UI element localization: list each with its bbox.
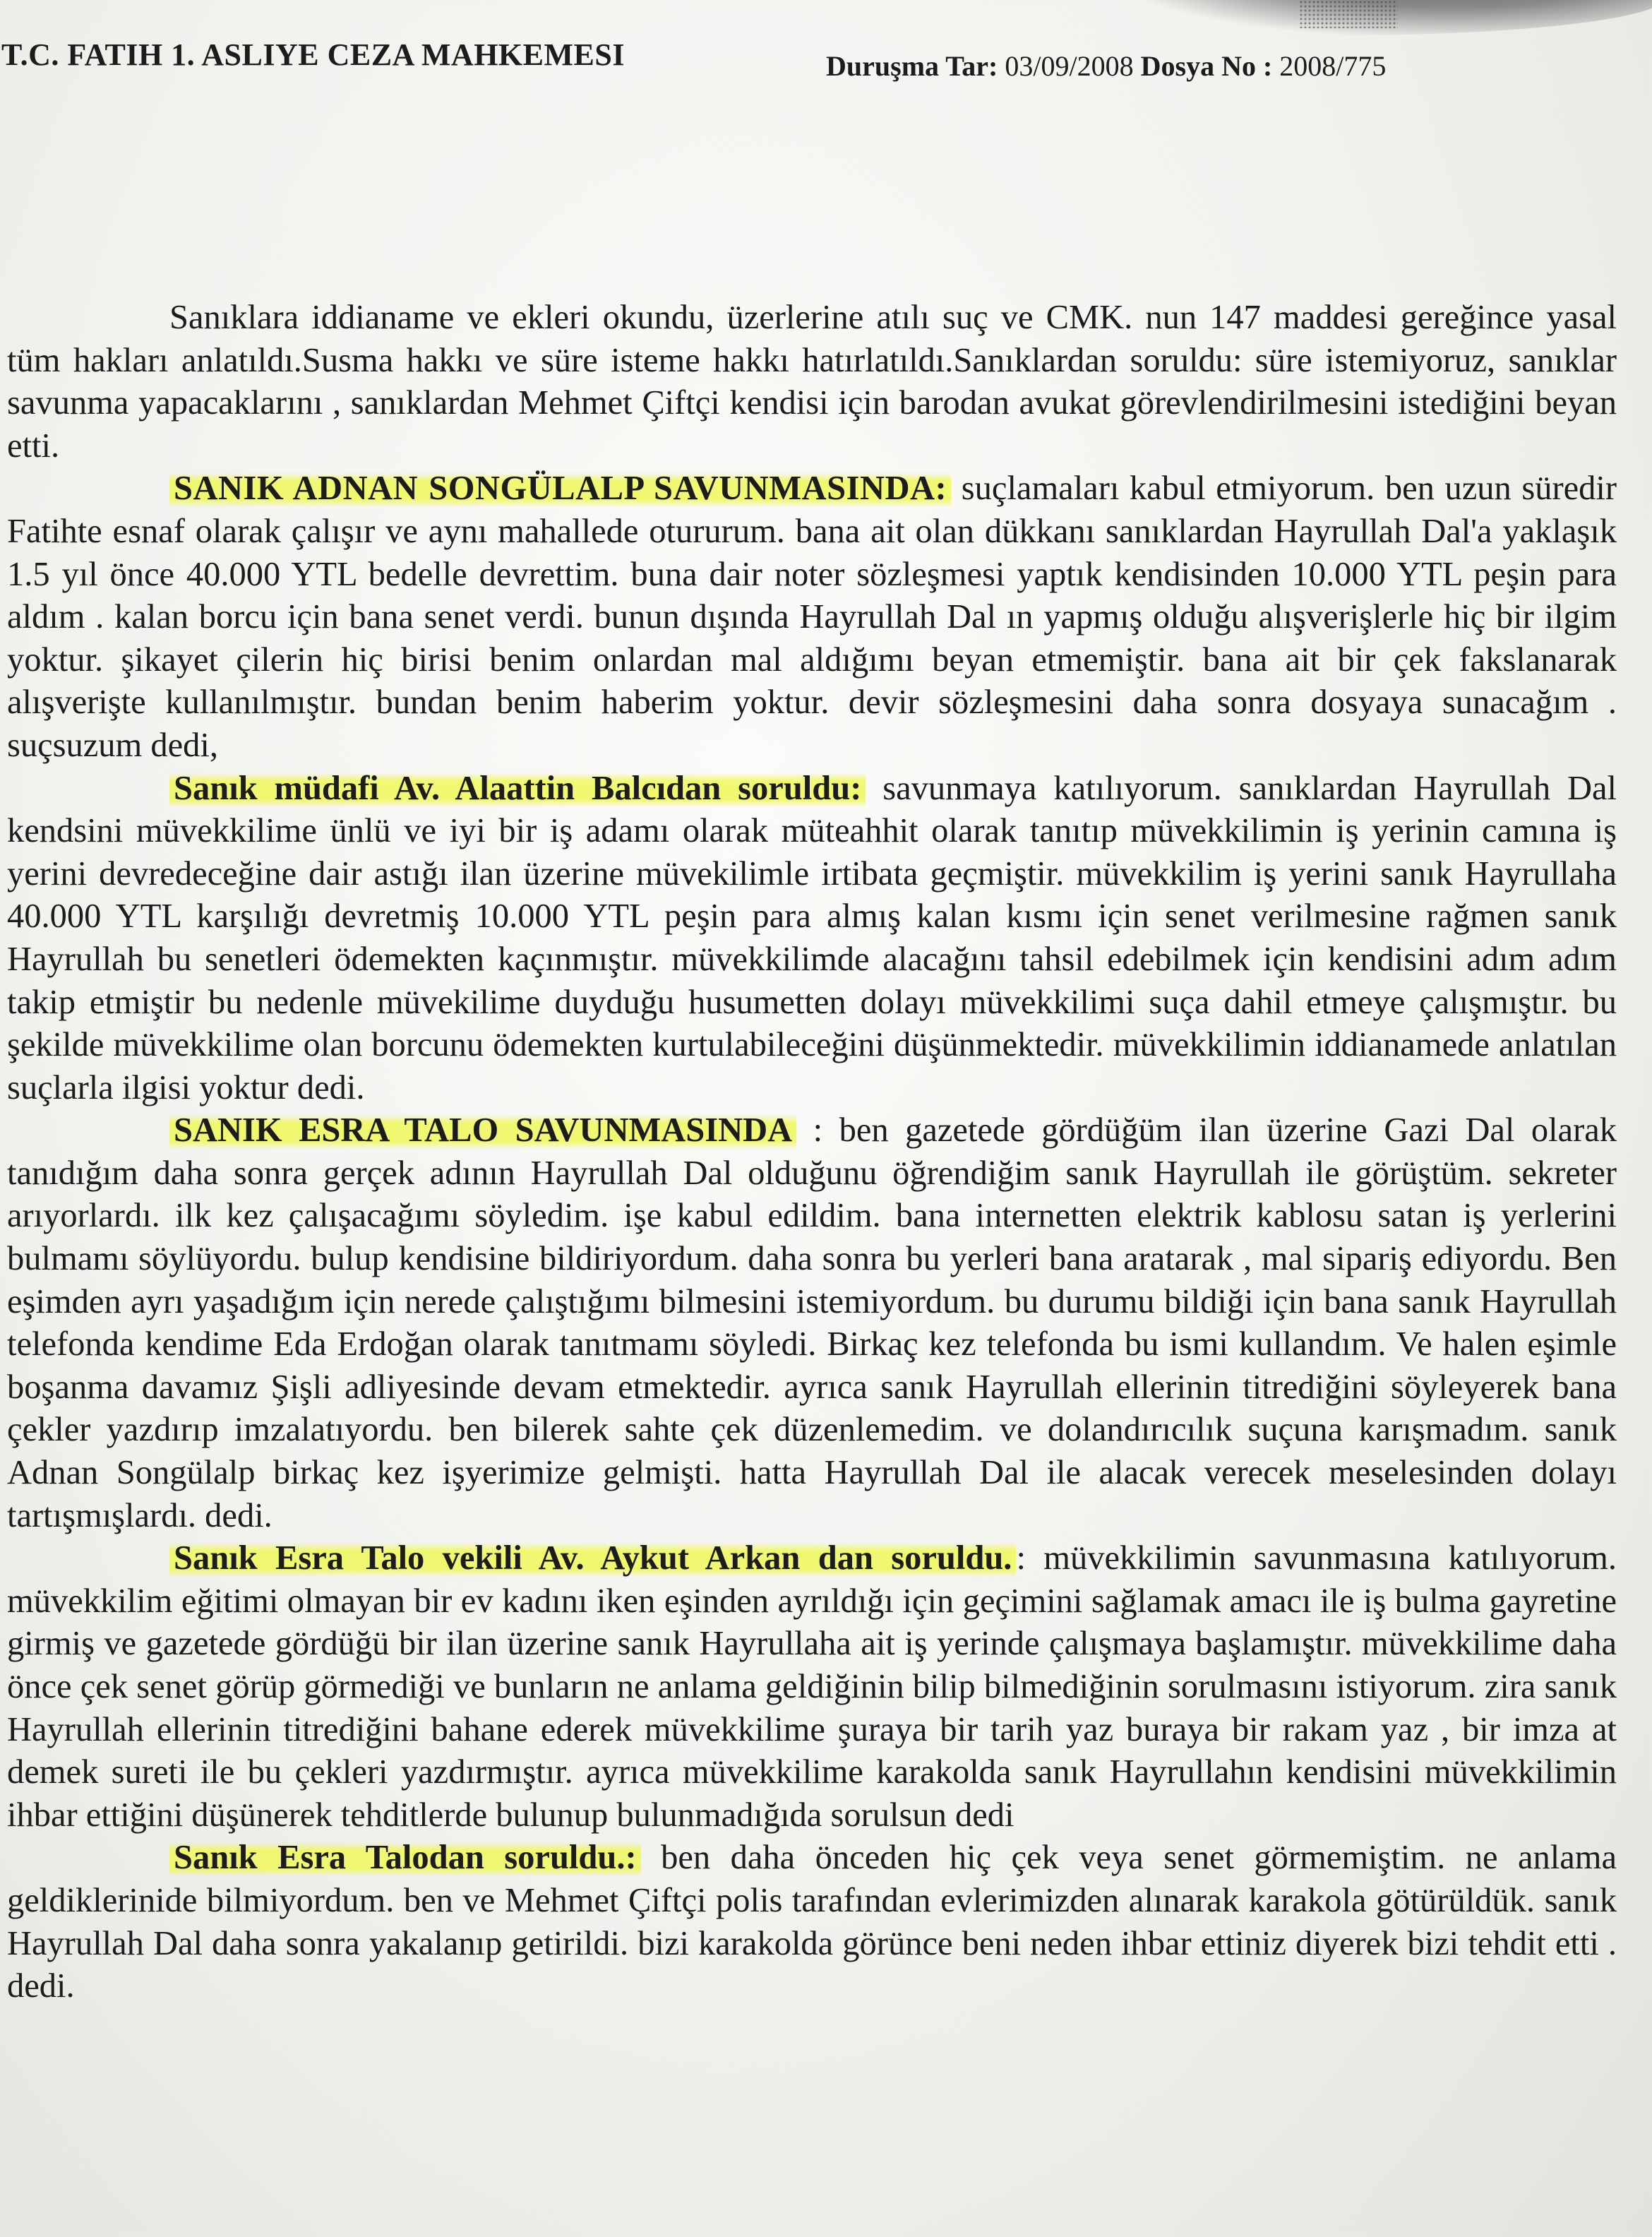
paragraph-question-talo [7, 1837, 1617, 2008]
paragraph-defense-talo [7, 1109, 1617, 1537]
document-header [0, 28, 1652, 99]
hearing-meta [826, 49, 1386, 83]
file-number: 2008/775 [1279, 50, 1387, 82]
speaker-heading: Sanık müdafi Av. Alaattin Balcıdan soruldu: [169, 770, 866, 807]
paragraph-text: savunmaya katılıyorum. sanıklardan Hayrullah Dal kendsini müvekkilime ünlü ve iyi bir iş adamı olarak müteahhit olarak tanıtıp müvekkilimin iş yerinin camına iş yerini devredeceğine dair astığı ilan üzerine müvekilimle irtibata geçmiştir. müvekkilim iş yerini sanık Hayrullaha 40.000 YTL karşılığı devretmiş 10.000 YTL peşin para almış kalan kısmı için senet verilmesine rağmen sanık Hayrullah bu senetleri ödemekten kaçınmıştır. müvekkilimde alacağını tahsil edebilmek için kendisini adım adım takip etmiştir bu nedenle müvekilime duyduğu husumetten dolayı müvekkilimi suça dahil etmeye çalışmıştır. bu şekilde müvekkilime olan borcunu ödemekten kurtulabileceğini düşünmektedir. müvekkilimin iddianamede anlatılan suçlarla ilgisi yoktur dedi. [7, 769, 1617, 1106]
paragraph-text: suçlamaları kabul etmiyorum. ben uzun süredir Fatihte esnaf olarak çalışır ve aynı mahallede otururum. bana ait olan dükkanı sanıklardan Hayrullah Dal'a yaklaşık 1.5 yıl önce 40.000 YTL bedelle devrettim. buna dair noter sözleşmesi yaptık kendisinden 10.000 YTL peşin para aldım . kalan borcu için bana senet verdi. bunun dışında Hayrullah Dal ın yapmış olduğu alışverişlerle hiç bir ilgim yoktur. şikayet çilerin hiç birisi benim onlardan mal aldığımı beyan etmemiştir. bana ait bir çek fakslanarak alışverişte kullanılmıştır. bundan benim haberim yoktur. devir sözleşmesini daha sonra dosyaya sunacağım . suçsuzum dedi, [7, 470, 1617, 764]
paragraph-counsel-balci [7, 768, 1617, 1110]
speaker-heading: SANIK ESRA TALO SAVUNMASINDA [169, 1111, 796, 1149]
speaker-heading: Sanık Esra Talo vekili Av. Aykut Arkan dan soruldu. [169, 1539, 1016, 1577]
file-label: Dosya No : [1140, 50, 1273, 82]
paragraph-counsel-arkan [7, 1537, 1617, 1837]
court-name: T.C. FATIH 1. ASLIYE CEZA MAHKEMESI [1, 37, 625, 72]
paragraph-text: : ben gazetede gördüğüm ilan üzerine Gazi Dal olarak tanıdığım daha sonra gerçek adının Hayrullah Dal olduğunu öğrendiğim sanık Hayrullah ile görüştüm. sekreter arıyorlardı. ilk kez çalışacağımı söyledim. işe kabul edildim. bana internetten elektrik kablosu satan iş yerlerini bulmamı söylüyordu. bulup kendisine bildiriyordum. daha sonra bu yerleri bana aratarak , mal sipariş ediyordu. Ben eşimden ayrı yaşadığım için nerede çalıştığımı bilmesini istemiyordum. bu durumu bildiği için bana sanık Hayrullah telefonda kendime Eda Erdoğan olarak tanıtmamı söyledi. Birkaç kez telefonda bu ismi kullandım. Ve halen eşimle boşanma davamız Şişli adliyesinde devam etmektedir. ayrıca sanık Hayrullah ellerinin titrediğini söyleyerek bana çekler yazdırıp imzalatıyordu. ben bilerek sahte çek düzenlemedim. ve dolandırıcılık suçuna karışmadım. sanık Adnan Songülalp birkaç kez işyerimize gelmişti. hatta Hayrullah Dal ile alacak verecek meselesinden dolayı tartışmışlardı. dedi. [7, 1111, 1617, 1534]
paragraph-text: Sanıklara iddianame ve ekleri okundu, üzerlerine atılı suç ve CMK. nun 147 maddesi gereğince yasal tüm hakları anlatıldı.Susma hakkı ve süre isteme hakkı hatırlatıldı.Sanıklardan soruldu: süre istemiyoruz, sanıklar savunma yapacaklarını , sanıklardan Mehmet Çiftçi kendisi için barodan avukat görevlendirilmesini istediğini beyan etti. [7, 299, 1617, 465]
paragraph-text: ben daha önceden hiç çek veya senet görmemiştim. ne anlama geldiklerinide bilmiyordum. ben ve Mehmet Çiftçi polis tarafından evlerimizden alınarak karakola götürüldük. sanık Hayrullah Dal daha sonra yakalanıp getirildi. bizi karakolda görünce beni neden ihbar ettiniz diyerek bizi tehdit etti . dedi. [7, 1839, 1617, 2005]
speaker-heading: Sanık Esra Talodan soruldu.: [169, 1839, 641, 1876]
paragraph-defense-songulalp [7, 467, 1617, 767]
document-body [7, 297, 1617, 2008]
page-corner-texture [1299, 0, 1398, 28]
paragraph-text: : müvekkilimin savunmasına katılıyorum. müvekkilim eğitimi olmayan bir ev kadını iken eşinden ayrıldığı için geçimini sağlamak amacı ile iş bulma gayretine girmiş ve gazetede gördüğü bir ilan üzerine sanık Hayrullaha ait iş yerinde çalışmaya başlamıştır. müvekkilime daha önce çek senet görüp görmediği ve bunların ne anlama geldiğinin bilip bilmediğinin sorulmasını istiyorum. zira sanık Hayrullah ellerinin titrediğini bahane ederek müvekkilime şuraya bir tarih yaz buraya bir rakam yaz , bir imza at demek sureti ile bu çekleri yazdırmıştır. ayrıca müvekkilime karakolda sanık Hayrullahın kendisini müvekkilimin ihbar ettiğini düşünerek tehditlerde bulunup bulunmadığıda sorulsun dedi [7, 1539, 1617, 1834]
hearing-date: 03/09/2008 [1005, 50, 1134, 82]
hearing-label: Duruşma Tar: [826, 50, 998, 82]
speaker-heading: SANIK ADNAN SONGÜLALP SAVUNMASINDA: [169, 470, 951, 507]
paragraph-intro [7, 297, 1617, 467]
